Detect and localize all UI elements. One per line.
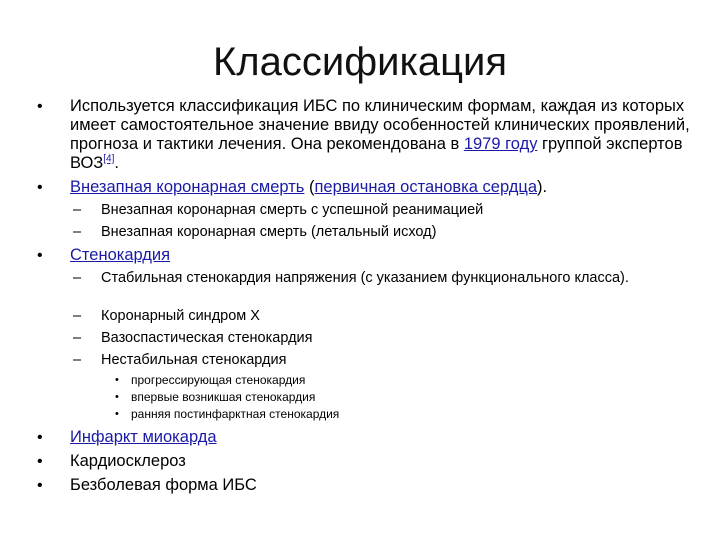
- subsub-item-text: прогрессирующая стенокардия: [131, 373, 306, 387]
- sub-item: [73, 270, 671, 288]
- bullet-text: Безболевая форма ИБС: [70, 476, 257, 494]
- bullet-text: Кардиосклероз: [70, 452, 186, 470]
- reference-link[interactable]: [4]: [103, 153, 115, 165]
- bullet-text: (: [304, 178, 315, 196]
- bullet-text: Используется классификация ИБС по клиническим формам, каждая из которых имеет самостоятельное значение ввиду особенностей клинических проявлений, прогноза и тактики лечения. Она рекомендована в: [70, 97, 690, 153]
- bullet-item-classification: [37, 97, 690, 173]
- bullet-icon: •: [37, 179, 43, 196]
- dash-icon: –: [73, 224, 82, 240]
- sub-item: [73, 308, 671, 326]
- bullet-text: ).: [537, 178, 548, 196]
- bullet-item-sudden-death: [37, 178, 690, 197]
- link-1979-year[interactable]: 1979 году: [463, 135, 538, 153]
- slide-title: Классификация: [212, 40, 508, 84]
- bullet-icon: •: [115, 408, 119, 420]
- sub-item-text: Внезапная коронарная смерть с успешной реанимацией: [101, 202, 484, 218]
- bullet-icon: •: [37, 247, 43, 264]
- sub-item-text: Стабильная стенокардия напряжения (с указанием функционального класса).: [101, 270, 629, 286]
- dash-icon: –: [73, 330, 82, 346]
- subsub-item: [115, 373, 631, 388]
- bullet-icon: •: [37, 429, 43, 446]
- link-angina[interactable]: Стенокардия: [70, 246, 171, 264]
- link-sudden-coronary-death[interactable]: Внезапная коронарная смерть: [70, 178, 305, 196]
- subsub-item-text: впервые возникшая стенокардия: [131, 390, 316, 404]
- sub-item: [73, 352, 671, 370]
- sub-item-text: Коронарный синдром X: [101, 308, 260, 324]
- sub-item: [73, 224, 671, 242]
- dash-icon: –: [73, 352, 82, 368]
- subsub-item: [115, 407, 631, 422]
- bullet-icon: •: [115, 374, 119, 386]
- sub-item-text: Вазоспастическая стенокардия: [101, 330, 313, 346]
- subsub-item: [115, 390, 631, 405]
- bullet-item-myocardial-infarction: [37, 428, 690, 447]
- bullet-text: .: [114, 154, 119, 172]
- sub-item: [73, 330, 671, 348]
- link-myocardial-infarction[interactable]: Инфаркт миокарда: [70, 428, 217, 446]
- bullet-text: группой экспертов ВОЗ: [70, 135, 683, 172]
- dash-icon: –: [73, 270, 82, 286]
- sub-item-text: Нестабильная стенокардия: [101, 352, 287, 368]
- bullet-icon: •: [37, 453, 43, 470]
- bullet-item-painless-ihd: [37, 476, 690, 495]
- bullet-item-angina: [37, 246, 690, 265]
- bullet-item-cardiosclerosis: [37, 452, 690, 471]
- link-primary-cardiac-arrest[interactable]: первичная остановка сердца: [314, 178, 537, 196]
- dash-icon: –: [73, 308, 82, 324]
- sub-item-text: Внезапная коронарная смерть (летальный исход): [101, 224, 437, 240]
- dash-icon: –: [73, 202, 82, 218]
- subsub-item-text: ранняя постинфарктная стенокардия: [131, 407, 340, 421]
- bullet-icon: •: [37, 98, 43, 115]
- bullet-icon: •: [37, 477, 43, 494]
- sub-item: [73, 202, 671, 220]
- bullet-icon: •: [115, 391, 119, 403]
